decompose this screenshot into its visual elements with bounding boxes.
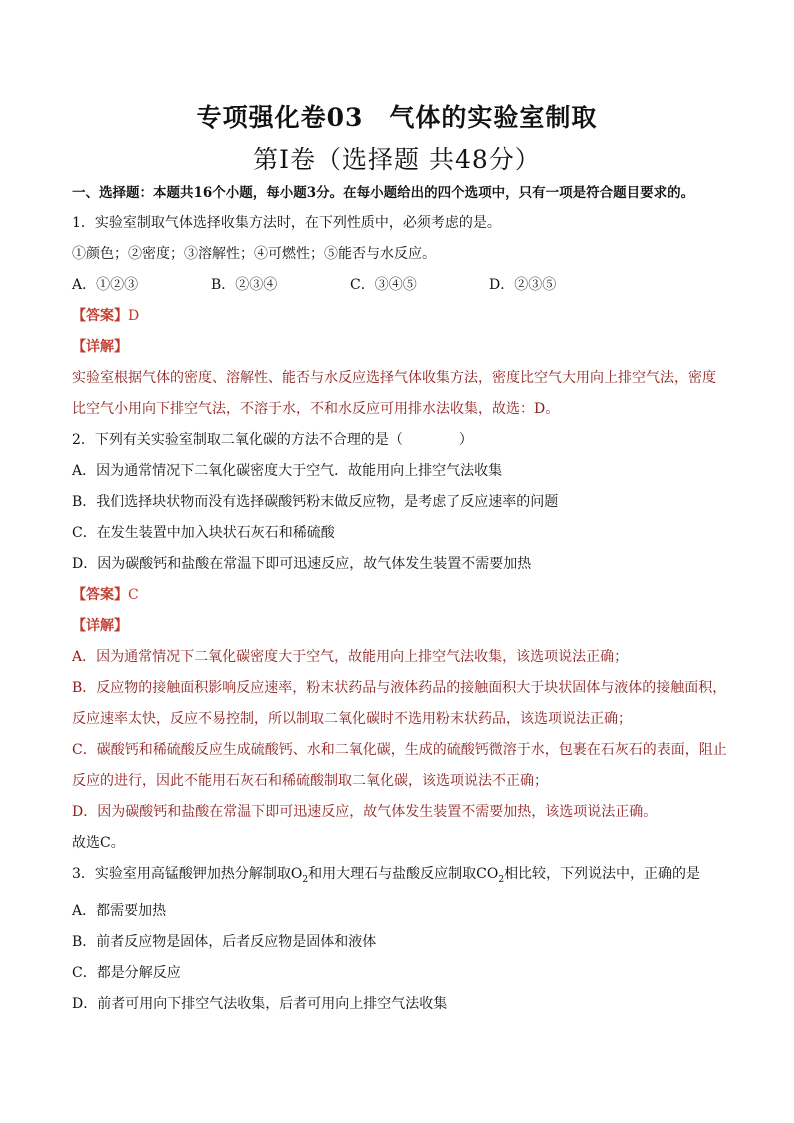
- answer-value: C: [128, 587, 139, 603]
- q2-option-a: A．因为通常情况下二氧化碳密度大于空气．故能用向上排空气法收集: [72, 463, 503, 479]
- question-3-stem: [72, 859, 727, 896]
- q2-option-d: D．因为碳酸钙和盐酸在常温下即可迅速反应，故气体发生装置不需要加热: [72, 556, 532, 572]
- q1-option-d: D．②③⑤: [489, 277, 557, 293]
- q1-detail-line: 实验室根据气体的密度、溶解性、能否与水反应选择气体收集方法，密度比空气大用向上排空气法，密度: [72, 370, 716, 386]
- q3-subscript: 2: [498, 874, 505, 885]
- q2-conclusion: 故选C。: [72, 835, 125, 851]
- q1-answer: [72, 301, 727, 332]
- question-1-stem: 1．实验室制取气体选择收集方法时，在下列性质中，必须考虑的是。: [72, 215, 501, 231]
- q2-detail-line: 反应速率太快，反应不易控制，所以制取二氧化碳时不选用粉末状药品，该选项说法正确；: [72, 711, 632, 727]
- question-1-properties: ①颜色；②密度；③溶解性；④可燃性；⑤能否与水反应。: [72, 246, 436, 262]
- q3-stem-part: 3．实验室用高锰酸钾加热分解制取O: [72, 866, 303, 882]
- q2-detail-line: 反应的进行，因此不能用石灰石和稀硫酸制取二氧化碳，该选项说法不正确；: [72, 773, 548, 789]
- question-1-options: [72, 270, 727, 301]
- q3-subscript: 2: [302, 874, 309, 885]
- q1-option-a: A．①②③: [72, 277, 139, 293]
- q2-detail-line: D．因为碳酸钙和盐酸在常温下即可迅速反应，故气体发生装置不需要加热，该选项说法正确。: [72, 804, 658, 820]
- q2-detail-label: 【详解】: [72, 618, 128, 634]
- page-title: 专项强化卷03 气体的实验室制取: [196, 103, 598, 132]
- q3-option-c: C．都是分解反应: [72, 964, 181, 981]
- q3-stem-part: 相比较，下列说法中，正确的是: [504, 866, 701, 882]
- answer-label: 【答案】: [72, 587, 128, 603]
- q3-stem-part: 和用大理石与盐酸反应制取CO: [308, 866, 499, 882]
- section-subtitle: 第Ⅰ卷（选择题 共48分）: [253, 145, 541, 174]
- section-instruction: 一、选择题：本题共16个小题，每小题3分。在每小题给出的四个选项中，只有一项是符合题目要求的。: [72, 185, 695, 201]
- q1-option-c: C．③④⑤: [350, 277, 417, 293]
- question-2-stem: 2．下列有关实验室制取二氧化碳的方法不合理的是（ ）: [72, 432, 473, 448]
- q1-option-b: B．②③④: [211, 277, 278, 293]
- q2-detail-line: B．反应物的接触面积影响反应速率，粉末状药品与液体药品的接触面积大于块状固体与液体的接触面积，: [72, 680, 727, 696]
- answer-label: 【答案】: [72, 308, 128, 324]
- q2-detail-line: A．因为通常情况下二氧化碳密度大于空气，故能用向上排空气法收集，该选项说法正确；: [72, 649, 629, 665]
- q2-option-b: B．我们选择块状物而没有选择碳酸钙粉末做反应物，是考虑了反应速率的问题: [72, 494, 559, 510]
- document-content: [72, 182, 727, 1020]
- q1-detail-line: 比空气小用向下排空气法，不溶于水，不和水反应可用排水法收集，故选：D。: [72, 401, 560, 417]
- q2-detail-line: C．碳酸钙和稀硫酸反应生成硫酸钙、水和二氧化碳，生成的硫酸钙微溶于水，包裹在石灰石的表面，阻止: [72, 742, 727, 758]
- q1-detail-label: 【详解】: [72, 339, 128, 355]
- q3-option-a: A．都需要加热: [72, 902, 167, 919]
- q3-option-d: D．前者可用向下排空气法收集，后者可用向上排空气法收集: [72, 995, 448, 1012]
- q2-option-c: C．在发生装置中加入块状石灰石和稀硫酸: [72, 525, 335, 541]
- q3-option-b: B．前者反应物是固体，后者反应物是固体和液体: [72, 933, 377, 950]
- answer-value: D: [128, 308, 140, 324]
- q2-answer: [72, 580, 727, 611]
